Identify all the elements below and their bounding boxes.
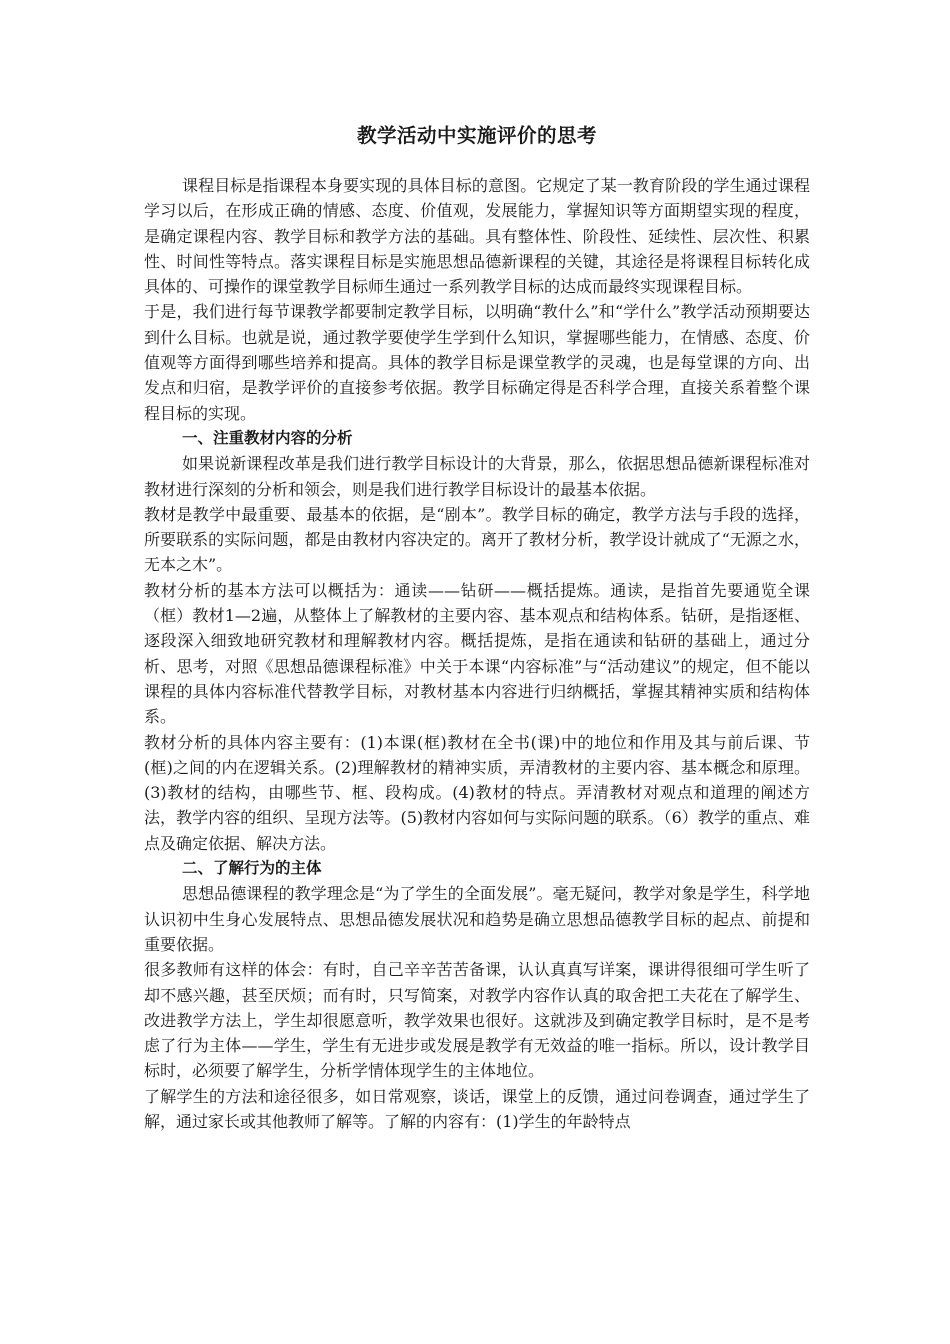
document-title: 教学活动中实施评价的思考 [356, 124, 597, 147]
paragraph: 于是，我们进行每节课教学都要制定教学目标，以明确“教什么”和“学什么”教学活动预期要达到什么目标。也就是说，通过教学要使学生学到什么知识，掌握哪些能力，在情感、态度、价值观等方面得到哪些培养和提高。具体的教学目标是课堂教学的灵魂，也是每堂课的方向、出发点和归宿，是教学评价的直接参考依据。教学目标确定得是否科学合理，直接关系着整个课程目标的实现。 [144, 302, 810, 423]
paragraph: 教材分析的基本方法可以概括为：通读——钻研——概括提炼。通读，是指首先要通览全课（框）教材1—2遍，从整体上了解教材的主要内容、基本观点和结构体系。钻研，是指逐框、逐段深入细致地研究教材和理解教材内容。概括提炼，是指在通读和钻研的基础上，通过分析、思考，对照《思想品德课程标准》中关于本课“内容标准”与“活动建议”的规定，但不能以课程的具体内容标准代替教学目标，对教材基本内容进行归纳概括，掌握其精神实质和结构体系。 [144, 580, 810, 727]
section-heading: 一、注重教材内容的分析 [182, 428, 353, 447]
paragraph: 很多教师有这样的体会：有时，自己辛辛苦苦备课，认认真真写详案，课讲得很细可学生听了却不感兴趣，甚至厌烦；而有时，只写简案，对教学内容作认真的取舍把工夫花在了解学生、改进教学方法上，学生却很愿意听，教学效果也很好。这就涉及到确定教学目标时，是不是考虑了行为主体——学生，学生有无进步或发展是教学有无效益的唯一指标。所以，设计教学目标时，必须要了解学生，分析学情体现学生的主体地位。 [144, 960, 810, 1081]
paragraph: 思想品德课程的教学理念是“为了学生的全面发展”。毫无疑问，教学对象是学生，科学地认识初中生身心发展特点、思想品德发展状况和趋势是确立思想品德教学目标的起点、前提和重要依据。 [144, 884, 810, 954]
paragraph: 如果说新课程改革是我们进行教学目标设计的大背景，那么，依据思想品德新课程标准对教材进行深刻的分析和领会，则是我们进行教学目标设计的最基本依据。 [144, 454, 810, 499]
section-heading: 二、了解行为的主体 [182, 859, 322, 878]
document-page [144, 108, 810, 1134]
paragraph: 教材是教学中最重要、最基本的依据，是“剧本”。教学目标的确定，教学方法与手段的选择，所要联系的实际问题，都是由教材内容决定的。离开了教材分析，教学设计就成了“无源之水，无本之木”。 [144, 504, 810, 575]
paragraph: 了解学生的方法和途径很多，如日常观察，谈话，课堂上的反馈，通过问卷调查，通过学生了解，通过家长或其他教师了解等。了解的内容有：(1)学生的年龄特点 [144, 1086, 810, 1131]
paragraph: 教材分析的具体内容主要有：(1)本课(框)教材在全书(课)中的地位和作用及其与前后课、节(框)之间的内在逻辑关系。(2)理解教材的精神实质，弄清教材的主要内容、基本概念和原理。(3)教材的结构，由哪些节、框、段构成。(4)教材的特点。弄清教材对观点和道理的阐述方法，教学内容的组织、呈现方法等。(5)教材内容如何与实际问题的联系。（6）教学的重点、难点及确定依据、解决方法。 [144, 732, 810, 853]
paragraph: 课程目标是指课程本身要实现的具体目标的意图。它规定了某一教育阶段的学生通过课程学习以后，在形成正确的情感、态度、价值观，发展能力，掌握知识等方面期望实现的程度，是确定课程内容、教学目标和教学方法的基础。具有整体性、阶段性、延续性、层次性、积累性、时间性等特点。落实课程目标是实施思想品德新课程的关键，其途径是将课程目标转化成具体的、可操作的课堂教学目标师生通过一系列教学目标的达成而最终实现课程目标。 [144, 176, 810, 297]
